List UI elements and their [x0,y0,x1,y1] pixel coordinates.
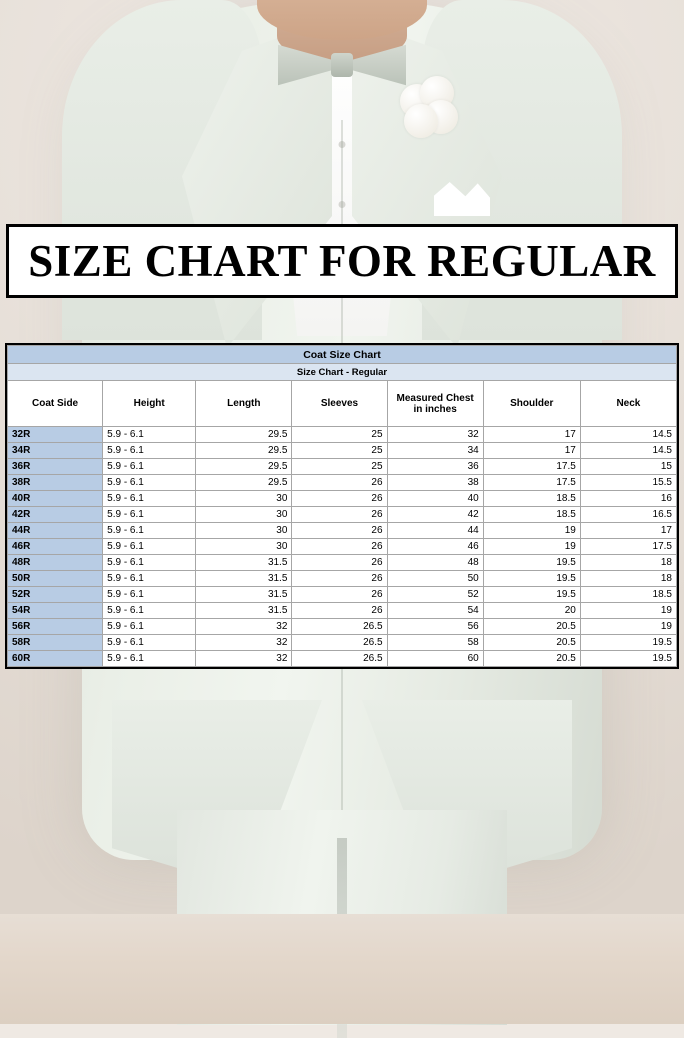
table-row [8,523,677,539]
cell-sleeves: 26.5 [292,651,387,667]
cell-coat-side: 38R [8,475,103,491]
cell-coat-side: 54R [8,603,103,619]
cell-neck: 18 [580,571,676,587]
cell-length: 30 [196,507,292,523]
cell-sleeves: 26 [292,507,387,523]
cell-shoulder: 20.5 [483,651,580,667]
cell-measured-chest: 48 [387,555,483,571]
cell-length: 31.5 [196,587,292,603]
cell-height: 5.9 - 6.1 [103,427,196,443]
cell-shoulder: 20.5 [483,635,580,651]
table-row [8,651,677,667]
cell-length: 32 [196,635,292,651]
table-row [8,507,677,523]
cell-measured-chest: 50 [387,571,483,587]
bow-tie [278,42,406,88]
cell-measured-chest: 42 [387,507,483,523]
cell-coat-side: 46R [8,539,103,555]
cell-shoulder: 19.5 [483,587,580,603]
cell-shoulder: 18.5 [483,507,580,523]
cell-sleeves: 26 [292,539,387,555]
cell-sleeves: 26 [292,587,387,603]
cell-neck: 18 [580,555,676,571]
cell-length: 30 [196,491,292,507]
cell-sleeves: 26 [292,491,387,507]
cell-sleeves: 26 [292,603,387,619]
cell-sleeves: 26 [292,555,387,571]
cell-measured-chest: 38 [387,475,483,491]
cell-shoulder: 19.5 [483,571,580,587]
cell-shoulder: 17 [483,443,580,459]
table-row [8,539,677,555]
cell-coat-side: 44R [8,523,103,539]
cell-measured-chest: 32 [387,427,483,443]
table-row [8,555,677,571]
table-sub-header-cell: Size Chart - Regular [8,364,677,381]
table-row [8,587,677,603]
cell-height: 5.9 - 6.1 [103,475,196,491]
cell-height: 5.9 - 6.1 [103,603,196,619]
cell-neck: 19 [580,603,676,619]
cell-shoulder: 20 [483,603,580,619]
size-chart-container [5,343,679,669]
cell-shoulder: 19 [483,539,580,555]
cell-shoulder: 17.5 [483,475,580,491]
column-header-height: Height [103,381,196,427]
table-main-header-row [8,346,677,364]
cell-coat-side: 58R [8,635,103,651]
cell-coat-side: 52R [8,587,103,603]
cell-coat-side: 32R [8,427,103,443]
cell-measured-chest: 60 [387,651,483,667]
cell-length: 29.5 [196,427,292,443]
table-body [8,427,677,667]
cell-measured-chest: 40 [387,491,483,507]
cell-height: 5.9 - 6.1 [103,443,196,459]
cell-measured-chest: 46 [387,539,483,555]
cell-height: 5.9 - 6.1 [103,619,196,635]
cell-neck: 17 [580,523,676,539]
cell-length: 31.5 [196,571,292,587]
column-header-sleeves: Sleeves [292,381,387,427]
cell-length: 31.5 [196,555,292,571]
cell-shoulder: 19 [483,523,580,539]
studio-floor [0,914,684,1024]
cell-height: 5.9 - 6.1 [103,539,196,555]
flower-petal [404,104,438,138]
table-row [8,491,677,507]
cell-neck: 15.5 [580,475,676,491]
cell-neck: 18.5 [580,587,676,603]
cell-length: 32 [196,651,292,667]
cell-sleeves: 26 [292,571,387,587]
table-row [8,427,677,443]
cell-height: 5.9 - 6.1 [103,459,196,475]
cell-sleeves: 26 [292,475,387,491]
cell-height: 5.9 - 6.1 [103,507,196,523]
cell-length: 29.5 [196,443,292,459]
cell-height: 5.9 - 6.1 [103,571,196,587]
cell-length: 30 [196,523,292,539]
table-row [8,571,677,587]
table-row [8,635,677,651]
cell-length: 29.5 [196,475,292,491]
cell-shoulder: 19.5 [483,555,580,571]
cell-measured-chest: 36 [387,459,483,475]
cell-height: 5.9 - 6.1 [103,587,196,603]
cell-length: 30 [196,539,292,555]
cell-length: 29.5 [196,459,292,475]
cell-height: 5.9 - 6.1 [103,491,196,507]
cell-sleeves: 26.5 [292,619,387,635]
cell-coat-side: 40R [8,491,103,507]
cell-coat-side: 34R [8,443,103,459]
cell-height: 5.9 - 6.1 [103,635,196,651]
table-main-header-cell: Coat Size Chart [8,346,677,364]
bow-tie-knot [331,53,353,77]
cell-height: 5.9 - 6.1 [103,555,196,571]
cell-coat-side: 42R [8,507,103,523]
cell-neck: 14.5 [580,427,676,443]
table-column-header-row [8,381,677,427]
column-header-measured-chest: Measured Chest in inches [387,381,483,427]
cell-shoulder: 18.5 [483,491,580,507]
cell-neck: 19 [580,619,676,635]
cell-measured-chest: 54 [387,603,483,619]
table-row [8,459,677,475]
cell-shoulder: 20.5 [483,619,580,635]
table-header [8,346,677,427]
cell-measured-chest: 52 [387,587,483,603]
cell-neck: 16 [580,491,676,507]
cell-measured-chest: 58 [387,635,483,651]
cell-coat-side: 56R [8,619,103,635]
cell-length: 31.5 [196,603,292,619]
cell-sleeves: 26 [292,523,387,539]
column-header-shoulder: Shoulder [483,381,580,427]
cell-neck: 19.5 [580,635,676,651]
cell-coat-side: 36R [8,459,103,475]
cell-neck: 17.5 [580,539,676,555]
coat-size-chart-table [7,345,677,667]
cell-neck: 14.5 [580,443,676,459]
cell-sleeves: 26.5 [292,635,387,651]
cell-height: 5.9 - 6.1 [103,523,196,539]
cell-sleeves: 25 [292,427,387,443]
column-header-length: Length [196,381,292,427]
cell-measured-chest: 34 [387,443,483,459]
cell-sleeves: 25 [292,459,387,475]
bow-tie-wing-left [278,42,334,88]
cell-shoulder: 17 [483,427,580,443]
column-header-neck: Neck [580,381,676,427]
cell-height: 5.9 - 6.1 [103,651,196,667]
cell-sleeves: 25 [292,443,387,459]
table-row [8,475,677,491]
cell-coat-side: 48R [8,555,103,571]
cell-neck: 15 [580,459,676,475]
cell-measured-chest: 44 [387,523,483,539]
cell-shoulder: 17.5 [483,459,580,475]
size-chart-title-banner [6,224,678,298]
cell-neck: 19.5 [580,651,676,667]
table-row [8,443,677,459]
page-title: SIZE CHART FOR REGULAR [28,236,656,286]
boutonniere-flower [398,76,460,138]
cell-neck: 16.5 [580,507,676,523]
column-header-coat-side: Coat Side [8,381,103,427]
table-row [8,619,677,635]
cell-length: 32 [196,619,292,635]
table-sub-header-row [8,364,677,381]
table-row [8,603,677,619]
cell-measured-chest: 56 [387,619,483,635]
cell-coat-side: 50R [8,571,103,587]
cell-coat-side: 60R [8,651,103,667]
